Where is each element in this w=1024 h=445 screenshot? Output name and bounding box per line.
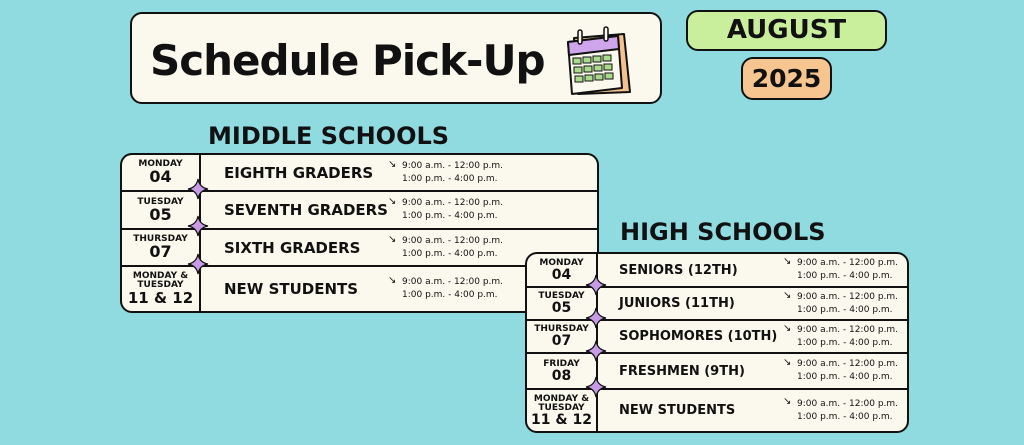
afternoon-slot: 1:00 p.m. - 4:00 p.m. <box>797 411 893 422</box>
afternoon-slot: 1:00 p.m. - 4:00 p.m. <box>402 290 498 300</box>
time-slots <box>402 155 503 190</box>
time-slots <box>797 288 898 319</box>
year-badge: 2025 <box>741 57 832 100</box>
high-schools-table <box>525 252 909 433</box>
grade-label: EIGHTH GRADERS <box>224 163 374 182</box>
morning-slot: 9:00 a.m. - 12:00 p.m. <box>797 258 899 268</box>
time-slots <box>797 321 898 352</box>
month-badge: AUGUST <box>686 10 887 51</box>
sparkle-icon <box>585 376 607 398</box>
grade-label: SEVENTH GRADERS <box>224 201 388 219</box>
day-name: MONDAY & <box>533 393 590 404</box>
sparkle-icon <box>585 340 607 362</box>
grade-label: NEW STUDENTS <box>619 403 736 418</box>
afternoon-slot: 1:00 p.m. - 4:00 p.m. <box>402 248 498 259</box>
day-name: MONDAY <box>539 257 584 268</box>
arrow-down-right-icon: ↘ <box>783 357 792 368</box>
table-row <box>527 254 907 286</box>
day-name-second: TUESDAY <box>538 402 585 413</box>
day-number: 11 & 12 <box>127 289 194 307</box>
arrow-down-right-icon: ↘ <box>388 234 397 245</box>
grade-label: SIXTH GRADERS <box>224 238 361 257</box>
afternoon-slot: 1:00 p.m. - 4:00 p.m. <box>402 211 498 221</box>
day-number: 07 <box>551 333 572 349</box>
day-name-second: TUESDAY <box>137 280 184 290</box>
morning-slot: 9:00 a.m. - 12:00 p.m. <box>797 291 899 302</box>
sparkle-icon <box>585 307 607 329</box>
sparkle-icon <box>187 215 209 237</box>
day-name: TUESDAY <box>137 196 184 207</box>
sparkle-icon <box>187 253 209 275</box>
day-name: THURSDAY <box>534 324 589 334</box>
afternoon-slot: 1:00 p.m. - 4:00 p.m. <box>797 304 893 315</box>
arrow-down-right-icon: ↘ <box>783 256 792 267</box>
morning-slot: 9:00 a.m. - 12:00 p.m. <box>797 359 899 369</box>
time-slots <box>402 267 503 311</box>
day-number: 07 <box>149 242 172 261</box>
day-number: 08 <box>551 367 572 384</box>
arrow-down-right-icon: ↘ <box>783 396 792 407</box>
grade-label: SENIORS (12TH) <box>619 262 738 278</box>
morning-slot: 9:00 a.m. - 12:00 p.m. <box>402 235 504 246</box>
grade-label: SOPHOMORES (10TH) <box>619 329 778 344</box>
time-slots <box>797 390 898 431</box>
sparkle-icon <box>187 178 209 200</box>
time-slots <box>402 192 503 228</box>
arrow-down-right-icon: ↘ <box>388 196 397 207</box>
table-row <box>527 288 907 319</box>
day-name: FRIDAY <box>543 358 580 369</box>
day-name: MONDAY & <box>132 271 189 281</box>
table-row <box>527 354 907 388</box>
morning-slot: 9:00 a.m. - 12:00 p.m. <box>797 324 899 335</box>
grade-label: JUNIORS (11TH) <box>619 296 735 311</box>
afternoon-slot: 1:00 p.m. - 4:00 p.m. <box>797 337 893 348</box>
calendar-icon <box>564 22 632 96</box>
arrow-down-right-icon: ↘ <box>388 275 397 286</box>
day-number: 11 & 12 <box>531 411 592 428</box>
morning-slot: 9:00 a.m. - 12:00 p.m. <box>797 398 899 409</box>
middle-schools-heading: MIDDLE SCHOOLS <box>208 122 450 150</box>
table-row <box>527 390 907 431</box>
day-number: 04 <box>149 167 172 186</box>
afternoon-slot: 1:00 p.m. - 4:00 p.m. <box>797 372 893 382</box>
day-name: TUESDAY <box>538 291 585 301</box>
day-number: 05 <box>149 204 172 224</box>
time-slots <box>797 354 898 388</box>
grade-label: NEW STUDENTS <box>224 280 359 298</box>
grade-label: FRESHMEN (9TH) <box>619 363 745 379</box>
afternoon-slot: 1:00 p.m. - 4:00 p.m. <box>797 271 893 281</box>
day-name: THURSDAY <box>133 234 188 244</box>
morning-slot: 9:00 a.m. - 12:00 p.m. <box>402 277 504 287</box>
title-card <box>130 12 662 104</box>
morning-slot: 9:00 a.m. - 12:00 p.m. <box>402 160 504 171</box>
day-number: 05 <box>551 300 572 316</box>
arrow-down-right-icon: ↘ <box>783 323 792 334</box>
arrow-down-right-icon: ↘ <box>783 290 792 301</box>
arrow-down-right-icon: ↘ <box>388 159 397 170</box>
sparkle-icon <box>585 274 607 296</box>
time-slots <box>797 254 898 286</box>
morning-slot: 9:00 a.m. - 12:00 p.m. <box>402 198 504 208</box>
page-title: Schedule Pick-Up <box>150 36 545 85</box>
day-name: MONDAY <box>138 159 183 169</box>
high-schools-heading: HIGH SCHOOLS <box>620 218 826 246</box>
time-slots <box>402 230 503 265</box>
afternoon-slot: 1:00 p.m. - 4:00 p.m. <box>402 173 498 184</box>
table-row <box>527 321 907 352</box>
day-number: 04 <box>551 266 572 283</box>
